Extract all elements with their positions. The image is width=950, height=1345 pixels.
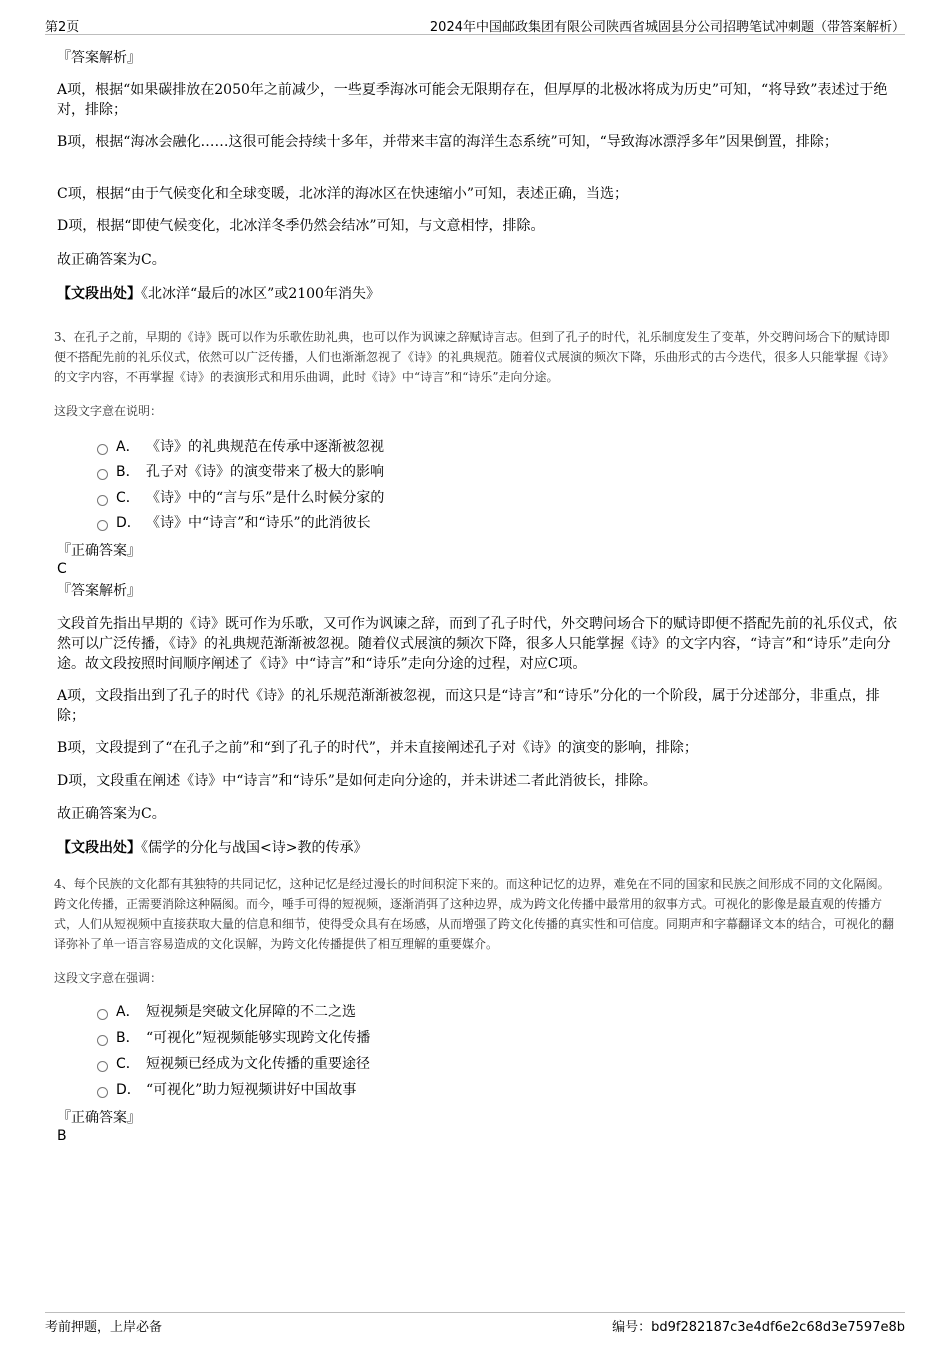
q3-option-b[interactable]: B． 孔子对《诗》的演变带来了极大的影响 bbox=[97, 462, 384, 482]
page-footer bbox=[45, 1312, 905, 1335]
q4-option-b[interactable]: B． “可视化”短视频能够实现跨文化传播 bbox=[97, 1028, 370, 1048]
q3-source bbox=[57, 838, 897, 858]
radio-icon[interactable] bbox=[97, 495, 108, 506]
q3-correct-answer: C bbox=[57, 561, 67, 577]
q3-source-label: 【文段出处】 bbox=[57, 840, 141, 856]
q3-option-d[interactable]: D． 《诗》中“诗言”和“诗乐”的此消彼长 bbox=[97, 513, 371, 533]
q4-correct-answer: B bbox=[57, 1128, 67, 1144]
q3-analysis-a: A项，文段指出到了孔子的时代《诗》的礼乐规范渐渐被忽视，而这只是“诗言”和“诗乐”分化的一个阶段，属于分述部分，非重点，排除； bbox=[57, 688, 880, 724]
page-header bbox=[45, 14, 905, 35]
radio-icon[interactable] bbox=[97, 1061, 108, 1072]
q3-analysis-d: D项，文段重在阐述《诗》中“诗言”和“诗乐”是如何走向分途的，并未讲述二者此消彼长，排除。 bbox=[57, 773, 657, 789]
q4-passage: 4、每个民族的文化都有其独特的共同记忆，这种记忆是经过漫长的时间积淀下来的。而这种记忆的边界，难免在不同的国家和民族之间形成不同的文化隔阂。跨文化传播，正需要消除这种隔阂。而今，唾手可得的短视频，逐渐消弭了这种边界，成为跨文化传播中最常用的叙事方式。可视化的影像是最直观的传播方式，人们从短视频中直接获取大量的信息和细节，使得受众具有在场感，从而增强了跨文化传播的真实性和可信度。同期声和字幕翻译文本的结合，可视化的翻译弥补了单一语言容易造成的文化误解，为跨文化传播提供了相互理解的重要媒介。 bbox=[54, 877, 895, 951]
radio-icon[interactable] bbox=[97, 1087, 108, 1098]
q4-prompt: 这段文字意在强调： bbox=[54, 971, 163, 985]
q2-analysis-a: A项，根据“如果碳排放在2050年之前减少，一些夏季海冰可能会无限期存在，但厚厚的北极冰将成为历史”可知，“将导致”表述过于绝对，排除； bbox=[57, 82, 888, 118]
radio-icon[interactable] bbox=[97, 1009, 108, 1020]
radio-icon[interactable] bbox=[97, 520, 108, 531]
document-title: 2024年中国邮政集团有限公司陕西省城固县分公司招聘笔试冲刺题（带答案解析） bbox=[429, 20, 905, 35]
radio-icon[interactable] bbox=[97, 444, 108, 455]
radio-icon[interactable] bbox=[97, 1035, 108, 1046]
footer-slogan: 考前押题，上岸必备 bbox=[45, 1320, 163, 1335]
q3-analysis-label: 『答案解析』 bbox=[57, 583, 141, 599]
q3-analysis-main: 文段首先指出早期的《诗》既可作为乐歌，又可作为讽谏之辞，而到了孔子时代，外交聘问场合下的赋诗即便不搭配先前的礼乐仪式，依然可以广泛传播，《诗》的礼典规范渐渐被忽视。随着仪式展演的频次下降，很多人只能掌握《诗》的文字内容，“诗言”和“诗乐”走向分途。故文段按照时间顺序阐述了《诗》中“诗言”和“诗乐”走向分途的过程，对应C项。 bbox=[57, 616, 897, 672]
q4-option-c[interactable]: C． 短视频已经成为文化传播的重要途径 bbox=[97, 1054, 370, 1074]
q3-correct-label: 『正确答案』 bbox=[57, 543, 141, 559]
q3-passage: 3、在孔子之前，早期的《诗》既可以作为乐歌佐助礼典，也可以作为讽谏之辞赋诗言志。但到了孔子的时代，礼乐制度发生了变革，外交聘问场合下的赋诗即便不搭配先前的礼乐仪式，依然可以广泛传播，人们也渐渐忽视了《诗》的礼典规范。随着仪式展演的频次下降，乐曲形式的古今迭代，很多人只能掌握《诗》的文字内容，不再掌握《诗》的表演形式和用乐曲调，此时《诗》中“诗言”和“诗乐”走向分途。 bbox=[54, 330, 895, 384]
page-number: 第2页 bbox=[45, 20, 80, 35]
q3-option-c[interactable]: C． 《诗》中的“言与乐”是什么时候分家的 bbox=[97, 488, 384, 508]
q2-analysis-c: C项，根据“由于气候变化和全球变暖，北冰洋的海冰区在快速缩小”可知，表述正确，当选； bbox=[57, 186, 629, 202]
q4-correct-label: 『正确答案』 bbox=[57, 1110, 141, 1126]
q4-option-d[interactable]: D． “可视化”助力短视频讲好中国故事 bbox=[97, 1080, 356, 1100]
q2-conclusion: 故正确答案为C。 bbox=[57, 252, 166, 268]
q2-source-label: 【文段出处】 bbox=[57, 286, 141, 302]
document-code: 编号：bd9f282187c3e4df6e2c68d3e7597e8b bbox=[612, 1320, 905, 1335]
q3-source-title: 《儒学的分化与战国<诗>教的传承》 bbox=[141, 840, 368, 856]
q3-option-a[interactable]: A． 《诗》的礼典规范在传承中逐渐被忽视 bbox=[97, 437, 384, 457]
q4-option-a[interactable]: A． 短视频是突破文化屏障的不二之选 bbox=[97, 1002, 356, 1022]
radio-icon[interactable] bbox=[97, 469, 108, 480]
q2-source bbox=[57, 284, 897, 304]
q3-conclusion: 故正确答案为C。 bbox=[57, 806, 166, 822]
q2-analysis-label: 『答案解析』 bbox=[57, 50, 141, 66]
q2-analysis-b: B项，根据“海冰会融化……这很可能会持续十多年，并带来丰富的海洋生态系统”可知，“导致海冰漂浮多年”因果倒置，排除； bbox=[57, 134, 838, 150]
q3-prompt: 这段文字意在说明： bbox=[54, 404, 163, 418]
q3-analysis-b: B项，文段提到了“在孔子之前”和“到了孔子的时代”，并未直接阐述孔子对《诗》的演变的影响，排除； bbox=[57, 740, 698, 756]
q2-source-title: 《北冰洋“最后的冰区”或2100年消失》 bbox=[141, 286, 380, 302]
q2-analysis-d: D项，根据“即使气候变化，北冰洋冬季仍然会结冰”可知，与文意相悖，排除。 bbox=[57, 218, 545, 234]
